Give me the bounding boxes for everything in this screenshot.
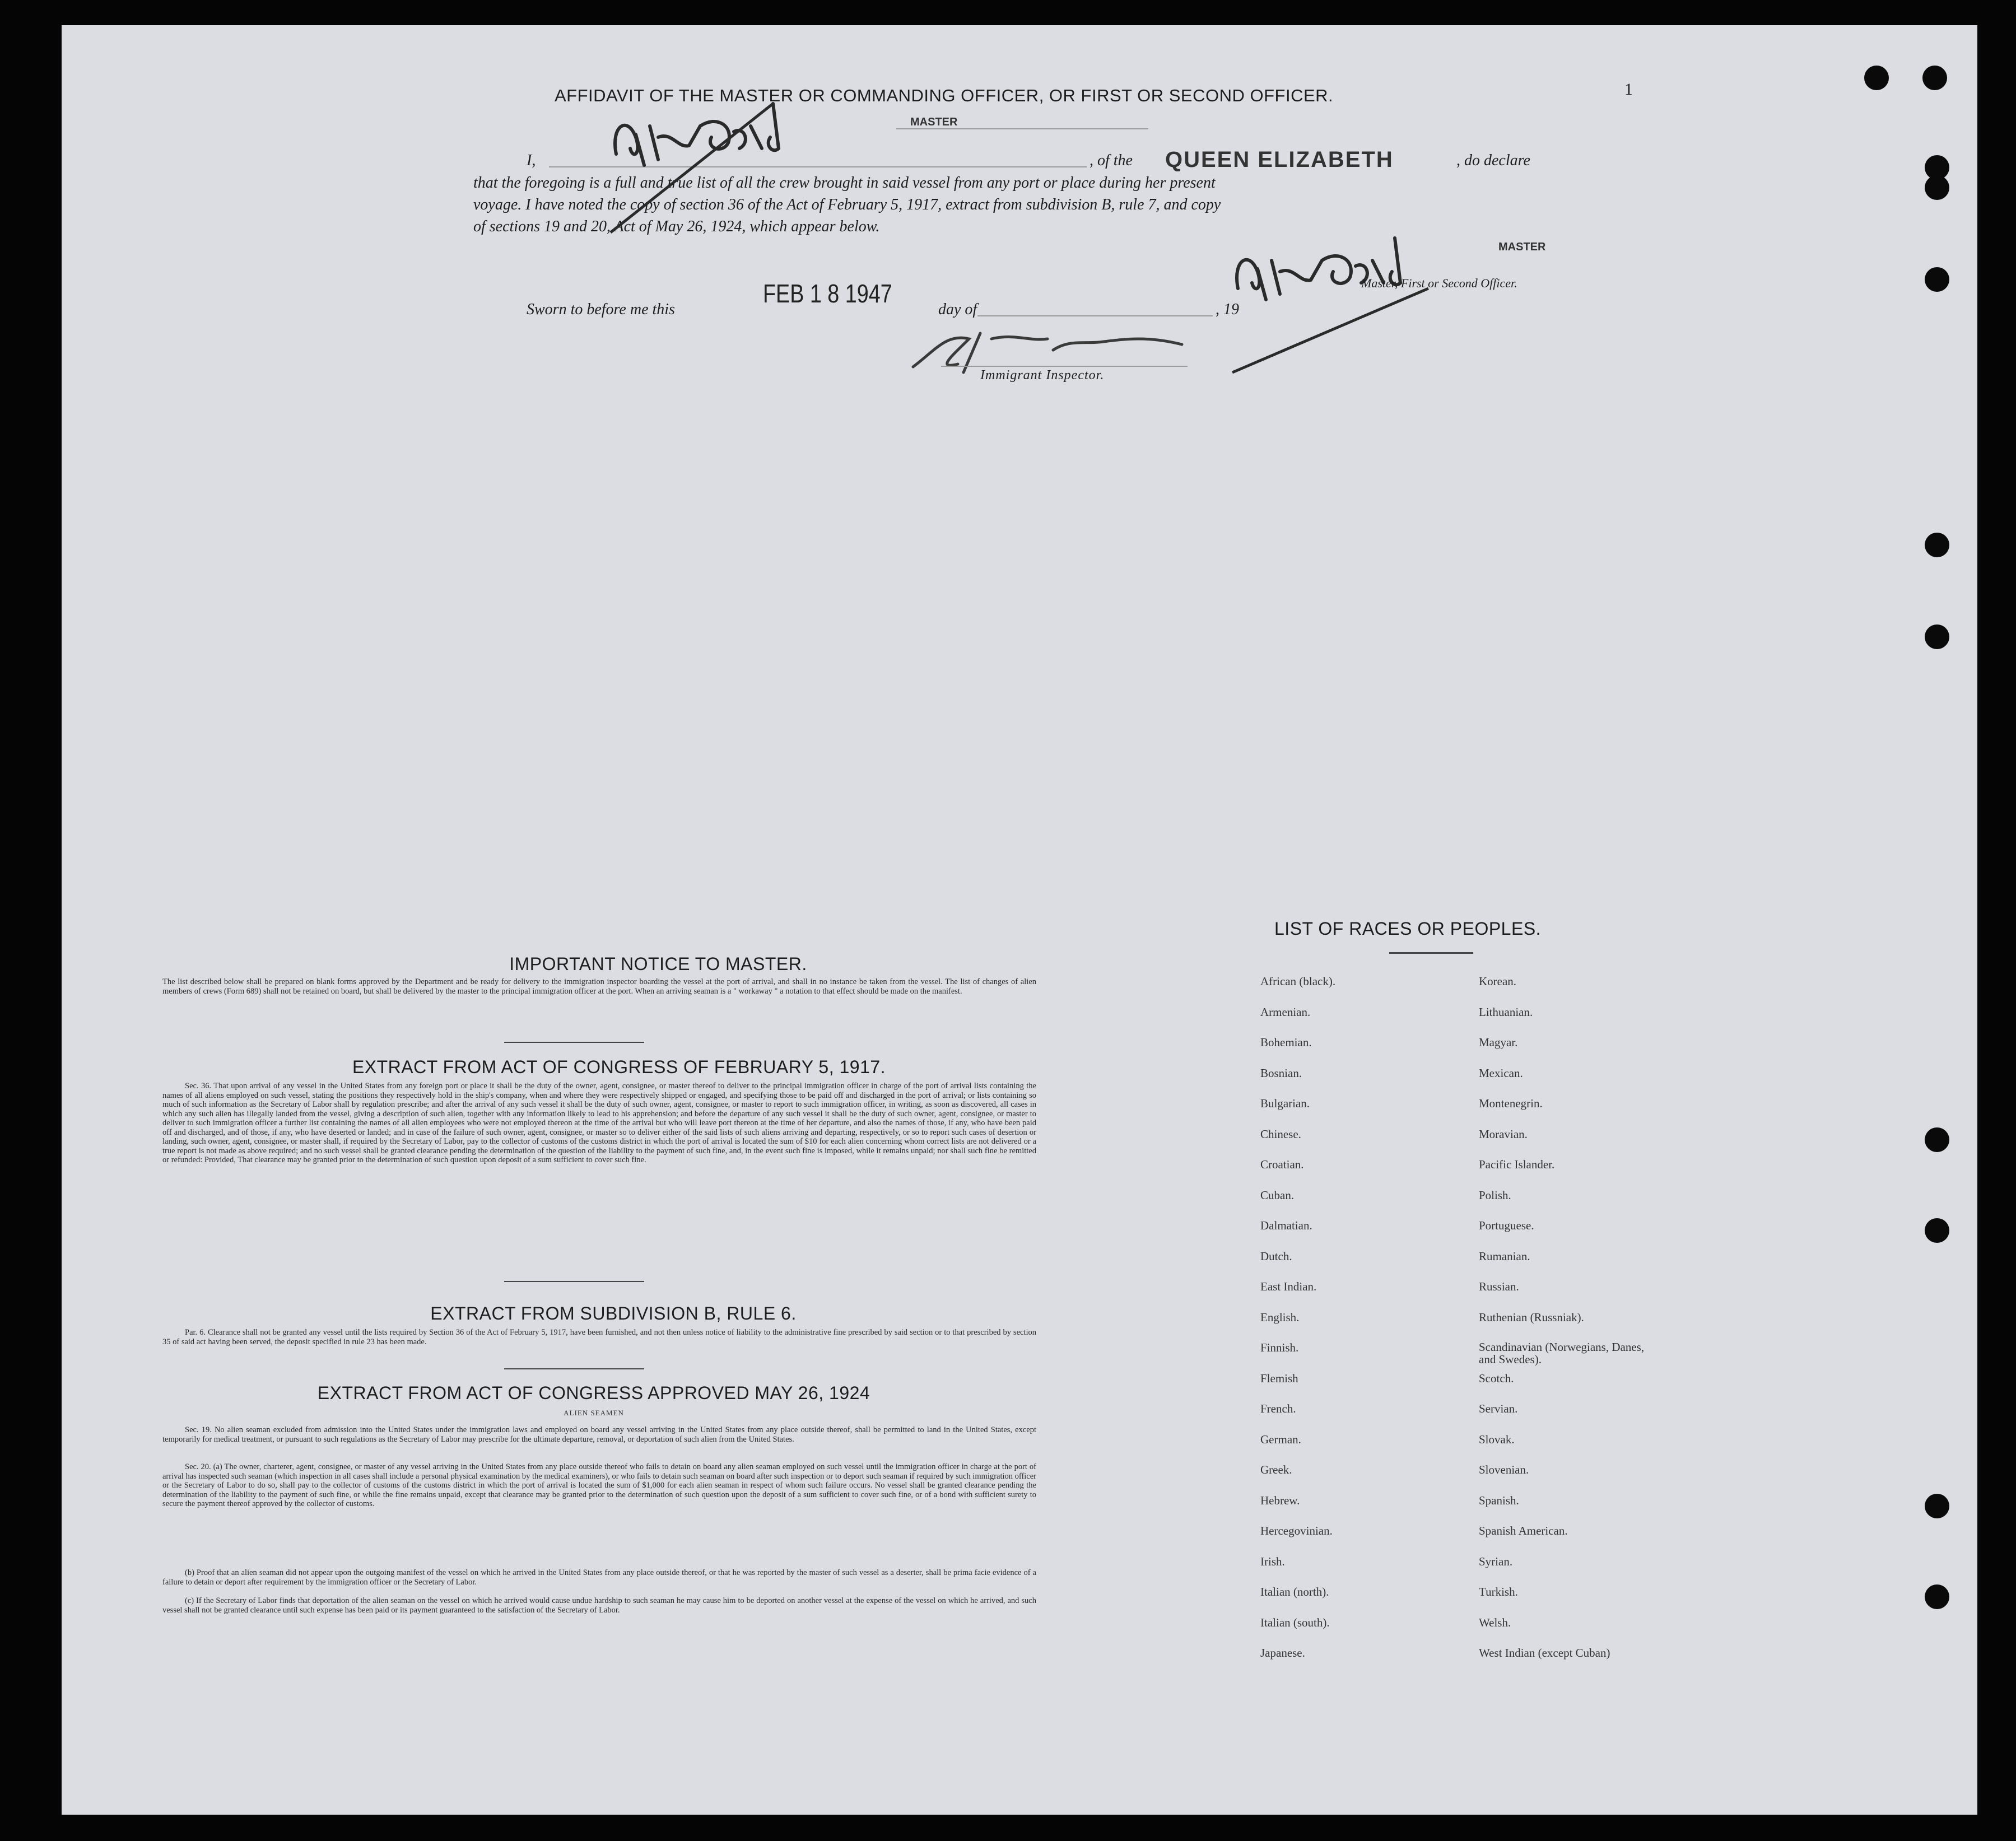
race-item: Pacific Islander. xyxy=(1479,1158,1555,1171)
punch-hole xyxy=(1925,1584,1949,1609)
race-item: African (black). xyxy=(1260,975,1336,988)
punch-hole xyxy=(1922,66,1947,90)
punch-hole xyxy=(1925,267,1949,292)
race-item: Moravian. xyxy=(1479,1127,1528,1141)
extract-1924-sec20c: (c) If the Secretary of Labor finds that deportation of the alien seaman on the vessel on which he arrived would cause undue hardship to such seaman he may cause him to be deported on another vessel at the expense of the vessel on which he arrived, and such vessel shall not be granted clearance until such expense has been paid or its payment guaranteed to the satisfaction of the Secretary of Labor. xyxy=(162,1596,1036,1615)
do-declare-label: , do declare xyxy=(1456,152,1530,169)
vessel-name-stamp: QUEEN ELIZABETH xyxy=(1165,147,1394,172)
divider xyxy=(504,1281,644,1282)
race-item: Russian. xyxy=(1479,1280,1519,1293)
of-the-label: , of the xyxy=(1090,152,1133,169)
race-item: Bohemian. xyxy=(1260,1036,1312,1049)
declaration-line-3: voyage. I have noted the copy of section 36 of the Act of February 5, 1917, extract from subdivision B, rule 7, and copy xyxy=(473,196,1221,213)
extract-1924-subtitle: ALIEN SEAMEN xyxy=(564,1409,624,1417)
race-item: Hebrew. xyxy=(1260,1493,1300,1507)
race-item: Bulgarian. xyxy=(1260,1097,1310,1110)
race-item: Korean. xyxy=(1479,975,1517,988)
race-item: Chinese. xyxy=(1260,1127,1301,1141)
race-item: Welsh. xyxy=(1479,1615,1511,1629)
race-item: Lithuanian. xyxy=(1479,1005,1533,1019)
extract-1924-sec20b: (b) Proof that an alien seaman did not appear upon the outgoing manifest of the vessel on which he arrived in the United States from any place outside thereof, or that he was reported by the master of such vessel as a deserter, shall be prima facie evidence of a failure to detain or deport after requirement by the immigration officer or the Secretary of Labor. xyxy=(162,1568,1036,1587)
extract-1924-sec19: Sec. 19. No alien seaman excluded from admission into the United States under the immigration laws and employed on board any vessel arriving in the United States from any place outside thereof, shall be permitted to land in the United States, except temporarily for medical treatment, or pursuant to such regulations as the Secretary of Labor may prescribe for the ultimate departure, removal, or deportation of such alien from the United States. xyxy=(162,1425,1036,1444)
officer-signature xyxy=(1227,221,1507,378)
race-item: Slovenian. xyxy=(1479,1463,1529,1476)
race-item: West Indian (except Cuban) xyxy=(1479,1646,1610,1660)
races-left-column xyxy=(1260,975,1335,1677)
races-title: LIST OF RACES OR PEOPLES. xyxy=(1274,919,1542,939)
extract-1917-text: Sec. 36. That upon arrival of any vessel in the United States from any foreign port or place it shall be the duty of the owner, agent, consignee, or master thereof to deliver to the principal immigration officer in charge of the port of arrival lists containing the names of all aliens employed on such vessel, stating the positions they respectively hold in the ship's company, when and where they were respectively shipped or engaged, and specifying those to be paid off and discharged in the port of arrival; or lists containing so much of such information as the Secretary of Labor shall by regulation prescribe; and after the arrival of any such vessel it shall be the duty of such owner, agent, consignee, or master to report to such immigration officer, in writing, as soon as discovered, all cases in which any such alien has illegally landed from the vessel, giving a description of such alien, together with any information likely to lead to his apprehension; and before the departure of any such vessel it shall be the duty of such owner, agent, consignee, or master to deliver to such immigration officer a further list containing the names of all alien employees who were not employed thereon at the time of the arrival but who will leave port thereon at the time of her departure, and also the names of those, if any, who have been paid off and discharged, and of those, if any, who have deserted or landed; and in case of the failure of such owner, agent, consignee, or master so to deliver either of the said lists of such aliens arriving and departing, respectively, or so to report such cases of desertion or landing, such owner, agent, consignee, or master shall, if required by the Secretary of Labor, pay to the collector of customs of the customs district in which the port of arrival is located the sum of $10 for each alien concerning whom correct lists are not delivered or a true report is not made as above required; and no such vessel shall be granted clearance pending the determination of the question of the liability to the payment of such fine, and, in the event such fine is imposed, while it remains unpaid; nor shall such fine be remitted or refunded: Provided, That clearance may be granted prior to the determination of such question upon deposit of a sum sufficient to cover such fine. xyxy=(162,1082,1036,1164)
punch-hole xyxy=(1925,1127,1949,1152)
race-item: Polish. xyxy=(1479,1188,1511,1202)
punch-hole xyxy=(1925,533,1949,557)
subdivision-b-title: EXTRACT FROM SUBDIVISION B, RULE 6. xyxy=(430,1303,797,1323)
race-item: Dutch. xyxy=(1260,1249,1292,1263)
notice-text: The list described below shall be prepared on blank forms approved by the Department and be ready for delivery to the immigration inspector boarding the vessel at the port of arrival, and shall in no instance be taken from the vessel. The list of changes of alien members of crews (Form 689) shall not be retained on board, but shall be delivered by the master to the principal immigration officer at the port. When an arriving seaman is a " workaway " a notation to that effect should be made on the manifest. xyxy=(162,977,1036,996)
race-item: English. xyxy=(1260,1310,1300,1324)
punch-hole xyxy=(1925,1494,1949,1518)
divider xyxy=(504,1368,644,1369)
master-stamp: MASTER xyxy=(910,116,958,128)
extract-1917-title: EXTRACT FROM ACT OF CONGRESS OF FEBRUARY 5, 1917. xyxy=(352,1057,886,1077)
master-signature xyxy=(605,92,840,238)
race-item: Italian (north). xyxy=(1260,1585,1329,1598)
race-item: Magyar. xyxy=(1479,1036,1518,1049)
inspector-caption: Immigrant Inspector. xyxy=(980,368,1105,383)
race-item: Scotch. xyxy=(1479,1371,1514,1385)
signature-master-stamp: MASTER xyxy=(1498,241,1546,253)
subdivision-b-text: Par. 6. Clearance shall not be granted any vessel until the lists required by Section 36 of the Act of February 5, 1917, have been furnished, and not then unless notice of liability to the administrative fine prescribed by said section or to that prescribed by section 35 of said act having been served, the deposit specified in rule 23 has been made. xyxy=(162,1328,1036,1346)
race-item: Italian (south). xyxy=(1260,1615,1330,1629)
race-item: Slovak. xyxy=(1479,1432,1515,1446)
race-item: Servian. xyxy=(1479,1402,1518,1415)
race-item: Greek. xyxy=(1260,1463,1292,1476)
race-item: Mexican. xyxy=(1479,1066,1523,1080)
race-item: Scandinavian (Norwegians, Danes, and Swedes). xyxy=(1479,1340,1645,1366)
race-item: Armenian. xyxy=(1260,1005,1311,1019)
race-item: Turkish. xyxy=(1479,1585,1518,1598)
inspector-line xyxy=(941,366,1188,367)
race-item: East Indian. xyxy=(1260,1280,1317,1293)
race-item: Syrian. xyxy=(1479,1554,1513,1568)
race-item: Spanish American. xyxy=(1479,1524,1568,1537)
race-item: Japanese. xyxy=(1260,1646,1305,1660)
page-mark: 1 xyxy=(1624,80,1633,99)
race-item: Bosnian. xyxy=(1260,1066,1302,1080)
master-title-line xyxy=(896,128,1148,129)
punch-hole xyxy=(1864,66,1889,90)
extract-1924-title: EXTRACT FROM ACT OF CONGRESS APPROVED MAY 26, 1924 xyxy=(317,1383,870,1403)
divider xyxy=(504,1042,644,1043)
race-item: French. xyxy=(1260,1402,1296,1415)
notice-title: IMPORTANT NOTICE TO MASTER. xyxy=(509,954,807,974)
race-item: Portuguese. xyxy=(1479,1219,1534,1232)
race-item: German. xyxy=(1260,1432,1301,1446)
signature-caption: Master, First or Second Officer. xyxy=(1361,276,1517,290)
sworn-date-stamp: FEB 1 8 1947 xyxy=(763,279,892,308)
race-item: Finnish. xyxy=(1260,1341,1299,1354)
declarant-label: I, xyxy=(527,152,536,169)
sworn-label: Sworn to before me this xyxy=(527,301,675,318)
punch-hole xyxy=(1925,1218,1949,1243)
declaration-line-2: that the foregoing is a full and true list of all the crew brought in said vessel from any port or place during her present xyxy=(473,174,1216,192)
punch-hole xyxy=(1925,175,1949,200)
punch-hole xyxy=(1925,624,1949,649)
races-right-column xyxy=(1479,975,1664,1677)
extract-1924-sec20a: Sec. 20. (a) The owner, charterer, agent, consignee, or master of any vessel arriving in the United States from any place outside thereof who fails to detain on board any alien seaman employed on such vessel until the immigration officer in charge at the port of arrival has inspected such seaman (which inspection in all cases shall include a personal physical examination by the medical examiners), or who fails to detain such seaman on board after such inspection or to deport such seaman if required by such immigration officer or the Secretary of Labor to do so, shall pay to the collector of customs of the customs district in which the port of arrival is located the sum of $1,000 for each alien seaman in respect of whom such failure occurs. No vessel shall be granted clearance pending the determination of the liability to the payment of such fine, or while the fine remains unpaid, except that clearance may be granted prior to the determination of such question upon the deposit of a sum sufficient to cover such fine, or of a bond with sufficient surety to secure the payment thereof approved by the collector of customs. xyxy=(162,1462,1037,1508)
race-item: Spanish. xyxy=(1479,1493,1519,1507)
race-item: Montenegrin. xyxy=(1479,1097,1543,1110)
day-of-label: day of xyxy=(938,301,977,318)
race-item: Ruthenian (Russniak). xyxy=(1479,1310,1584,1324)
affidavit-title: AFFIDAVIT OF THE MASTER OR COMMANDING OFFICER, OR FIRST OR SECOND OFFICER. xyxy=(555,86,1334,105)
race-item: Cuban. xyxy=(1260,1188,1295,1202)
race-item: Flemish xyxy=(1260,1371,1298,1385)
race-item: Hercegovinian. xyxy=(1260,1524,1333,1537)
race-item: Croatian. xyxy=(1260,1158,1304,1171)
races-divider xyxy=(1389,952,1473,954)
form-page xyxy=(62,25,1977,1815)
race-item: Dalmatian. xyxy=(1260,1219,1312,1232)
race-item: Irish. xyxy=(1260,1554,1285,1568)
year-label: , 19 xyxy=(1216,301,1239,318)
declaration-line-4: of sections 19 and 20, Act of May 26, 1924, which appear below. xyxy=(473,218,880,235)
race-item: Rumanian. xyxy=(1479,1249,1530,1263)
